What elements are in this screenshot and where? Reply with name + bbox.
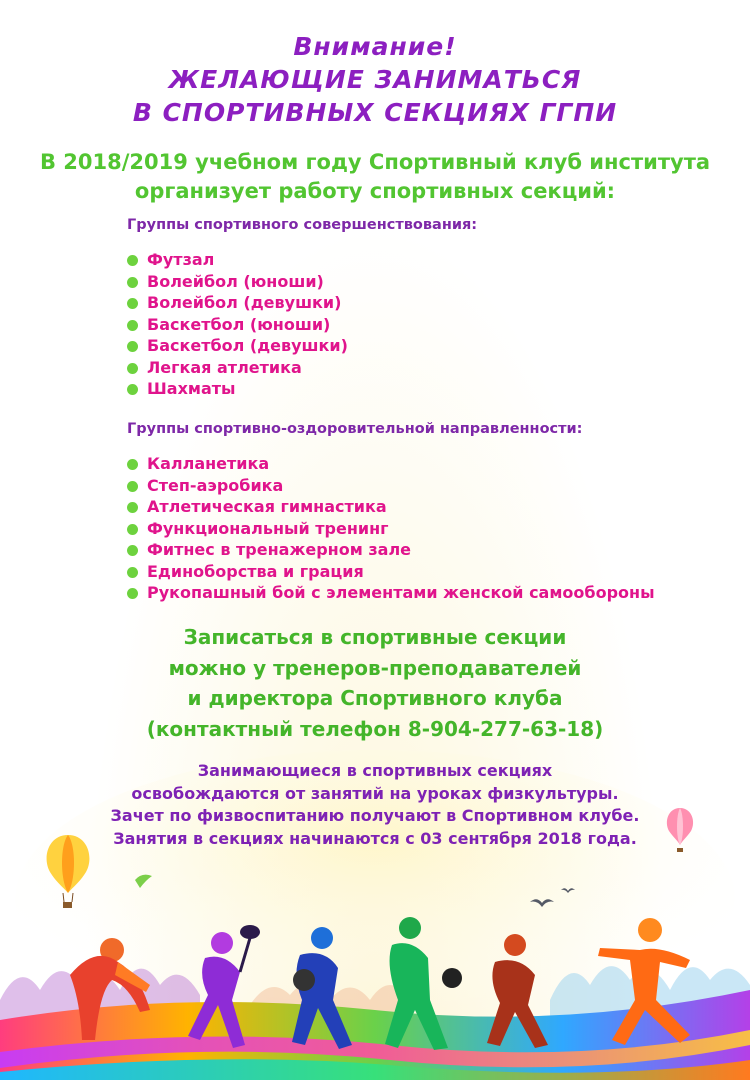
list-item bbox=[127, 357, 348, 379]
list-item bbox=[127, 314, 348, 336]
section-name: Степ-аэробика bbox=[147, 475, 284, 495]
signup-line: Записаться в спортивные секции bbox=[183, 625, 567, 649]
section-name: Шахматы bbox=[147, 379, 236, 398]
bullet-icon bbox=[127, 545, 138, 556]
section-list-health bbox=[127, 453, 655, 604]
note-line: Занимающиеся в спортивных секциях bbox=[197, 761, 553, 780]
bullet-icon bbox=[127, 524, 138, 535]
section-name: Единоборства и грация bbox=[147, 561, 364, 581]
section-list-improvement bbox=[127, 249, 348, 400]
section-name: Баскетбол (юноши) bbox=[147, 314, 331, 334]
section-name: Легкая атлетика bbox=[147, 357, 302, 377]
bullet-icon bbox=[127, 502, 138, 513]
list-item bbox=[127, 335, 348, 357]
intro-line: В 2018/2019 учебном году Спортивный клуб института bbox=[39, 150, 711, 174]
bullet-icon bbox=[127, 341, 138, 352]
header-line: В СПОРТИВНЫХ СЕКЦИЯХ ГГПИ bbox=[132, 98, 618, 127]
signup-line: и директора Спортивного клуба bbox=[187, 686, 563, 710]
section-name: Калланетика bbox=[147, 454, 270, 473]
list-item bbox=[127, 475, 655, 497]
list-item bbox=[127, 378, 348, 400]
section-name: Футзал bbox=[147, 250, 215, 269]
note-line: Зачет по физвоспитанию получают в Спортивном клубе. bbox=[110, 806, 640, 825]
bullet-icon bbox=[127, 255, 138, 266]
bullet-icon bbox=[127, 384, 138, 395]
section-name: Волейбол (девушки) bbox=[147, 293, 342, 312]
bullet-icon bbox=[127, 363, 138, 374]
group-title-health: Группы спортивно-оздоровительной направленности: bbox=[127, 421, 583, 437]
attention-title: Внимание! bbox=[293, 32, 457, 61]
bullet-icon bbox=[127, 588, 138, 599]
section-name: Атлетическая гимнастика bbox=[147, 497, 387, 516]
signup-info bbox=[0, 622, 750, 744]
section-name: Волейбол (юноши) bbox=[147, 271, 324, 291]
bullet-icon bbox=[127, 481, 138, 492]
bullet-icon bbox=[127, 567, 138, 578]
contact-phone: (контактный телефон 8-904-277-63-18) bbox=[146, 716, 604, 741]
note-line: Занятия в секциях начинаются с 03 сентября 2018 года. bbox=[113, 828, 637, 848]
note-line: освобождаются от занятий на уроках физкультуры. bbox=[131, 783, 619, 803]
list-item bbox=[127, 292, 348, 314]
bullet-icon bbox=[127, 277, 138, 288]
group-title-improvement: Группы спортивного совершенствования: bbox=[127, 217, 478, 233]
intro-text bbox=[0, 148, 750, 206]
list-item bbox=[127, 249, 348, 271]
list-item bbox=[127, 453, 655, 475]
section-name: Фитнес в тренажерном зале bbox=[147, 540, 412, 559]
bullet-icon bbox=[127, 320, 138, 331]
section-name: Баскетбол (девушки) bbox=[147, 336, 348, 355]
list-item bbox=[127, 518, 655, 540]
list-item bbox=[127, 539, 655, 561]
signup-line: можно у тренеров-преподавателей bbox=[168, 655, 582, 680]
list-item bbox=[127, 271, 348, 293]
intro-line: организует работу спортивных секций: bbox=[134, 179, 616, 203]
list-item bbox=[127, 496, 655, 518]
bullet-icon bbox=[127, 459, 138, 470]
section-name: Рукопашный бой с элементами женской самообороны bbox=[147, 583, 655, 602]
header-line: ЖЕЛАЮЩИЕ ЗАНИМАТЬСЯ bbox=[168, 65, 582, 94]
section-name: Функциональный тренинг bbox=[147, 518, 389, 538]
list-item bbox=[127, 561, 655, 583]
announcement-header bbox=[0, 30, 750, 129]
notes bbox=[0, 760, 750, 850]
list-item bbox=[127, 582, 655, 604]
bullet-icon bbox=[127, 298, 138, 309]
